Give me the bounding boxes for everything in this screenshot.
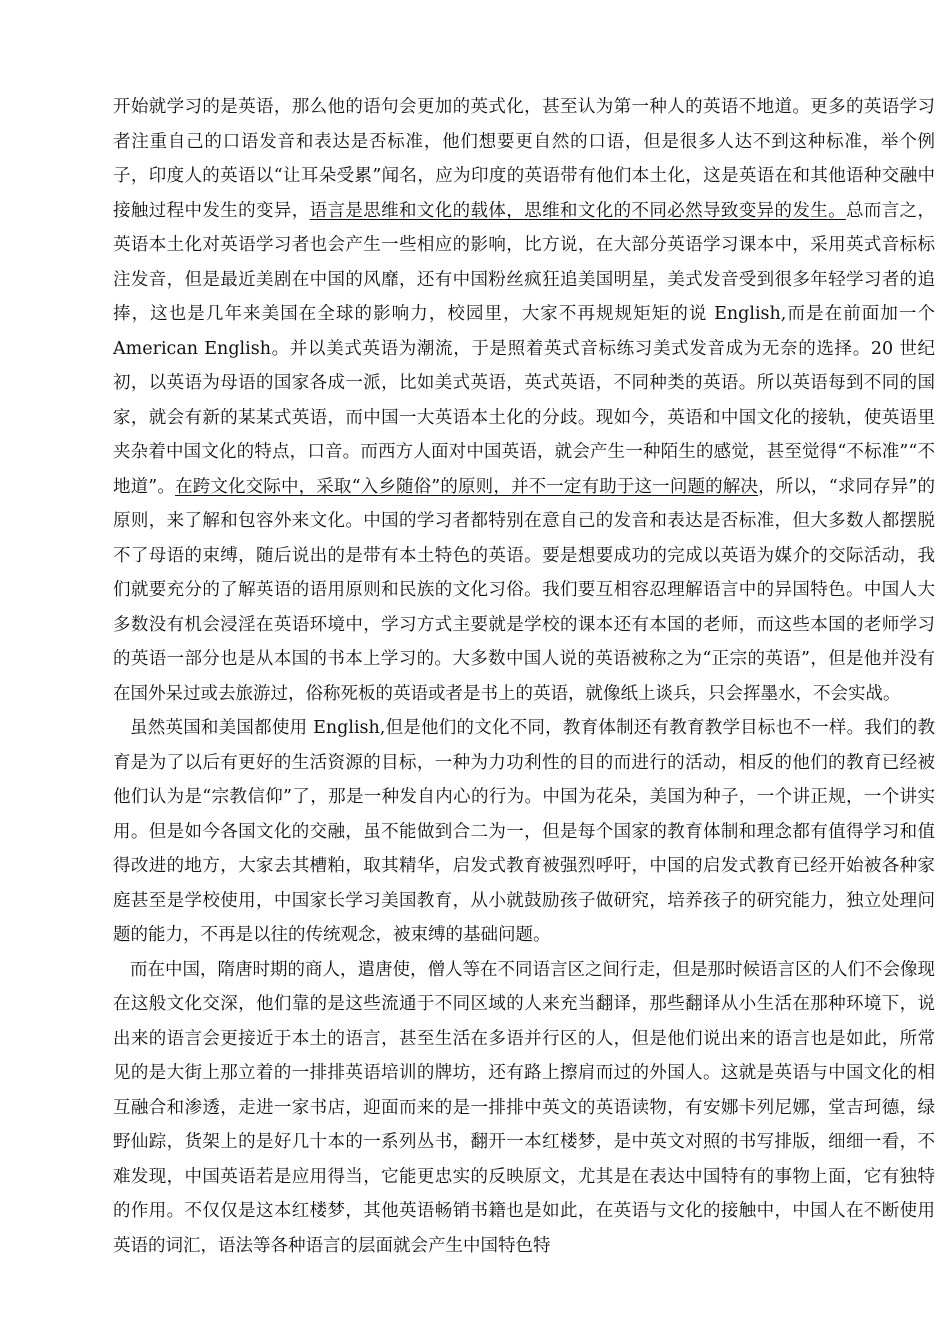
underlined-sentence: 在跨文化交际中，采取“入乡随俗”的原则，并不一定有助于这一问题的解决 bbox=[175, 476, 759, 497]
paragraph-3: 而在中国，隋唐时期的商人，遣唐使，僧人等在不同语言区之间行走，但是那时候语言区的人们不会像现在这般文化交深，他们靠的是这些流通于不同区域的人来充当翻译，那些翻译从小生活在那种环境下，说出来的语言会更接近于本土的语言，甚至生活在多语并行区的人，但是他们说出来的语言也是如此，所常见的是大街上那立着的一排排英语培训的牌坊，还有路上擦肩而过的外国人。这就是英语与中国文化的相互融合和渗透，走进一家书店，迎面而来的是一排排中英文的英语读物，有安娜卡列尼娜，堂吉珂德，绿野仙踪，货架上的是好几十本的一系列丛书，翻开一本红楼梦，是中英文对照的书写排版，细细一看，不难发现，中国英语若是应用得当，它能更忠实的反映原文，尤其是在表达中国特有的事物上面，它有独特的作用。不仅仅是这本红楼梦，其他英语畅销书籍也是如此，在英语与文化的接触中，中国人在不断使用英语的词汇，语法等各种语言的层面就会产生中国特色特 bbox=[113, 959, 935, 1256]
text-run: ，所以，“求同存异”的原则，来了解和包容外来文化。中国的学习者都特别在意自己的发音和表达是否标准，但大多数人都摆脱不了母语的束缚，随后说出的是带有本土特色的英语。要是想要成功的完成以英语为媒介的交际活动，我们就要充分的了解英语的语用原则和民族的文化习俗。我们要互相容忍理解语言中的异国特色。中国人大多数没有机会浸淫在英语环境中，学习方式主要就是学校的课本还有本国的老师，而这些本国的老师学习的英语一部分也是从本国的书本上学习的。大多数中国人说的英语被称之为“正宗的英语”，但是他并没有在国外呆过或去旅游过，俗称死板的英语或者是书上的英语，就像纸上谈兵，只会挥墨水，不会实战。 bbox=[113, 476, 935, 704]
text-run: 开始就学习的是英语，那么他的语句会更加的英式化，甚至认为第一种人的英语不地道。更多的英语学习者注重自己的口语发音和表达是否标准，他们想要更自然的口语，但是很多人达不到这种标准，举个例子，印度人的英语以“让耳朵受累”闻名，应为印度的英语带有他们本土化，这是英语在和其他语种交融中接触过程中发生的变异， bbox=[113, 97, 935, 221]
underlined-sentence: 语言是思维和文化的载体，思维和文化的不同必然导致变异的发生。 bbox=[309, 200, 846, 221]
text-run: 总而言之，英语本土化对英语学习者也会产生一些相应的影响，比方说，在大部分英语学习课本中，采用英式音标标注发音，但是最近美剧在中国的风靡，还有中国粉丝疯狂追美国明星，美式发音受到很多年轻学习者的追捧，这也是几年来美国在全球的影响力，校园里，大家不再规规矩矩的说 English,而是在前面加一个 American English。并以美式英语为潮流，于是照着英式音标练习美式发音成为无奈的选择。20 世纪初，以英语为母语的国家各成一派，比如美式英语，英式英语，不同种类的英语。所以英语每到不同的国家，就会有新的某某式英语，而中国一大英语本土化的分歧。现如今，英语和中国文化的接轨，使英语里夹杂着中国文化的特点，口音。而西方人面对中国英语，就会产生一种陌生的感觉，甚至觉得“不标准”“不地道”。 bbox=[113, 200, 936, 497]
paragraph-2: 虽然英国和美国都使用 English,但是他们的文化不同，教育体制还有教育教学目标也不一样。我们的教育是为了以后有更好的生活资源的目标，一种为力功利性的目的而进行的活动，相反的他们的教育已经被他们认为是“宗教信仰”了，那是一种发自内心的行为。中国为花朵，美国为种子，一个讲正规，一个讲实用。但是如今各国文化的交融，虽不能做到合二为一，但是每个国家的教育体制和理念都有值得学习和值得改进的地方，大家去其槽粕，取其精华，启发式教育被强烈呼吁，中国的启发式教育已经开始被各种家庭甚至是学校使用，中国家长学习美国教育，从小就鼓励孩子做研究，培养孩子的研究能力，独立处理问题的能力，不再是以往的传统观念，被束缚的基础问题。 bbox=[113, 718, 935, 945]
body-text bbox=[113, 90, 935, 1263]
paragraph-1 bbox=[113, 90, 935, 711]
